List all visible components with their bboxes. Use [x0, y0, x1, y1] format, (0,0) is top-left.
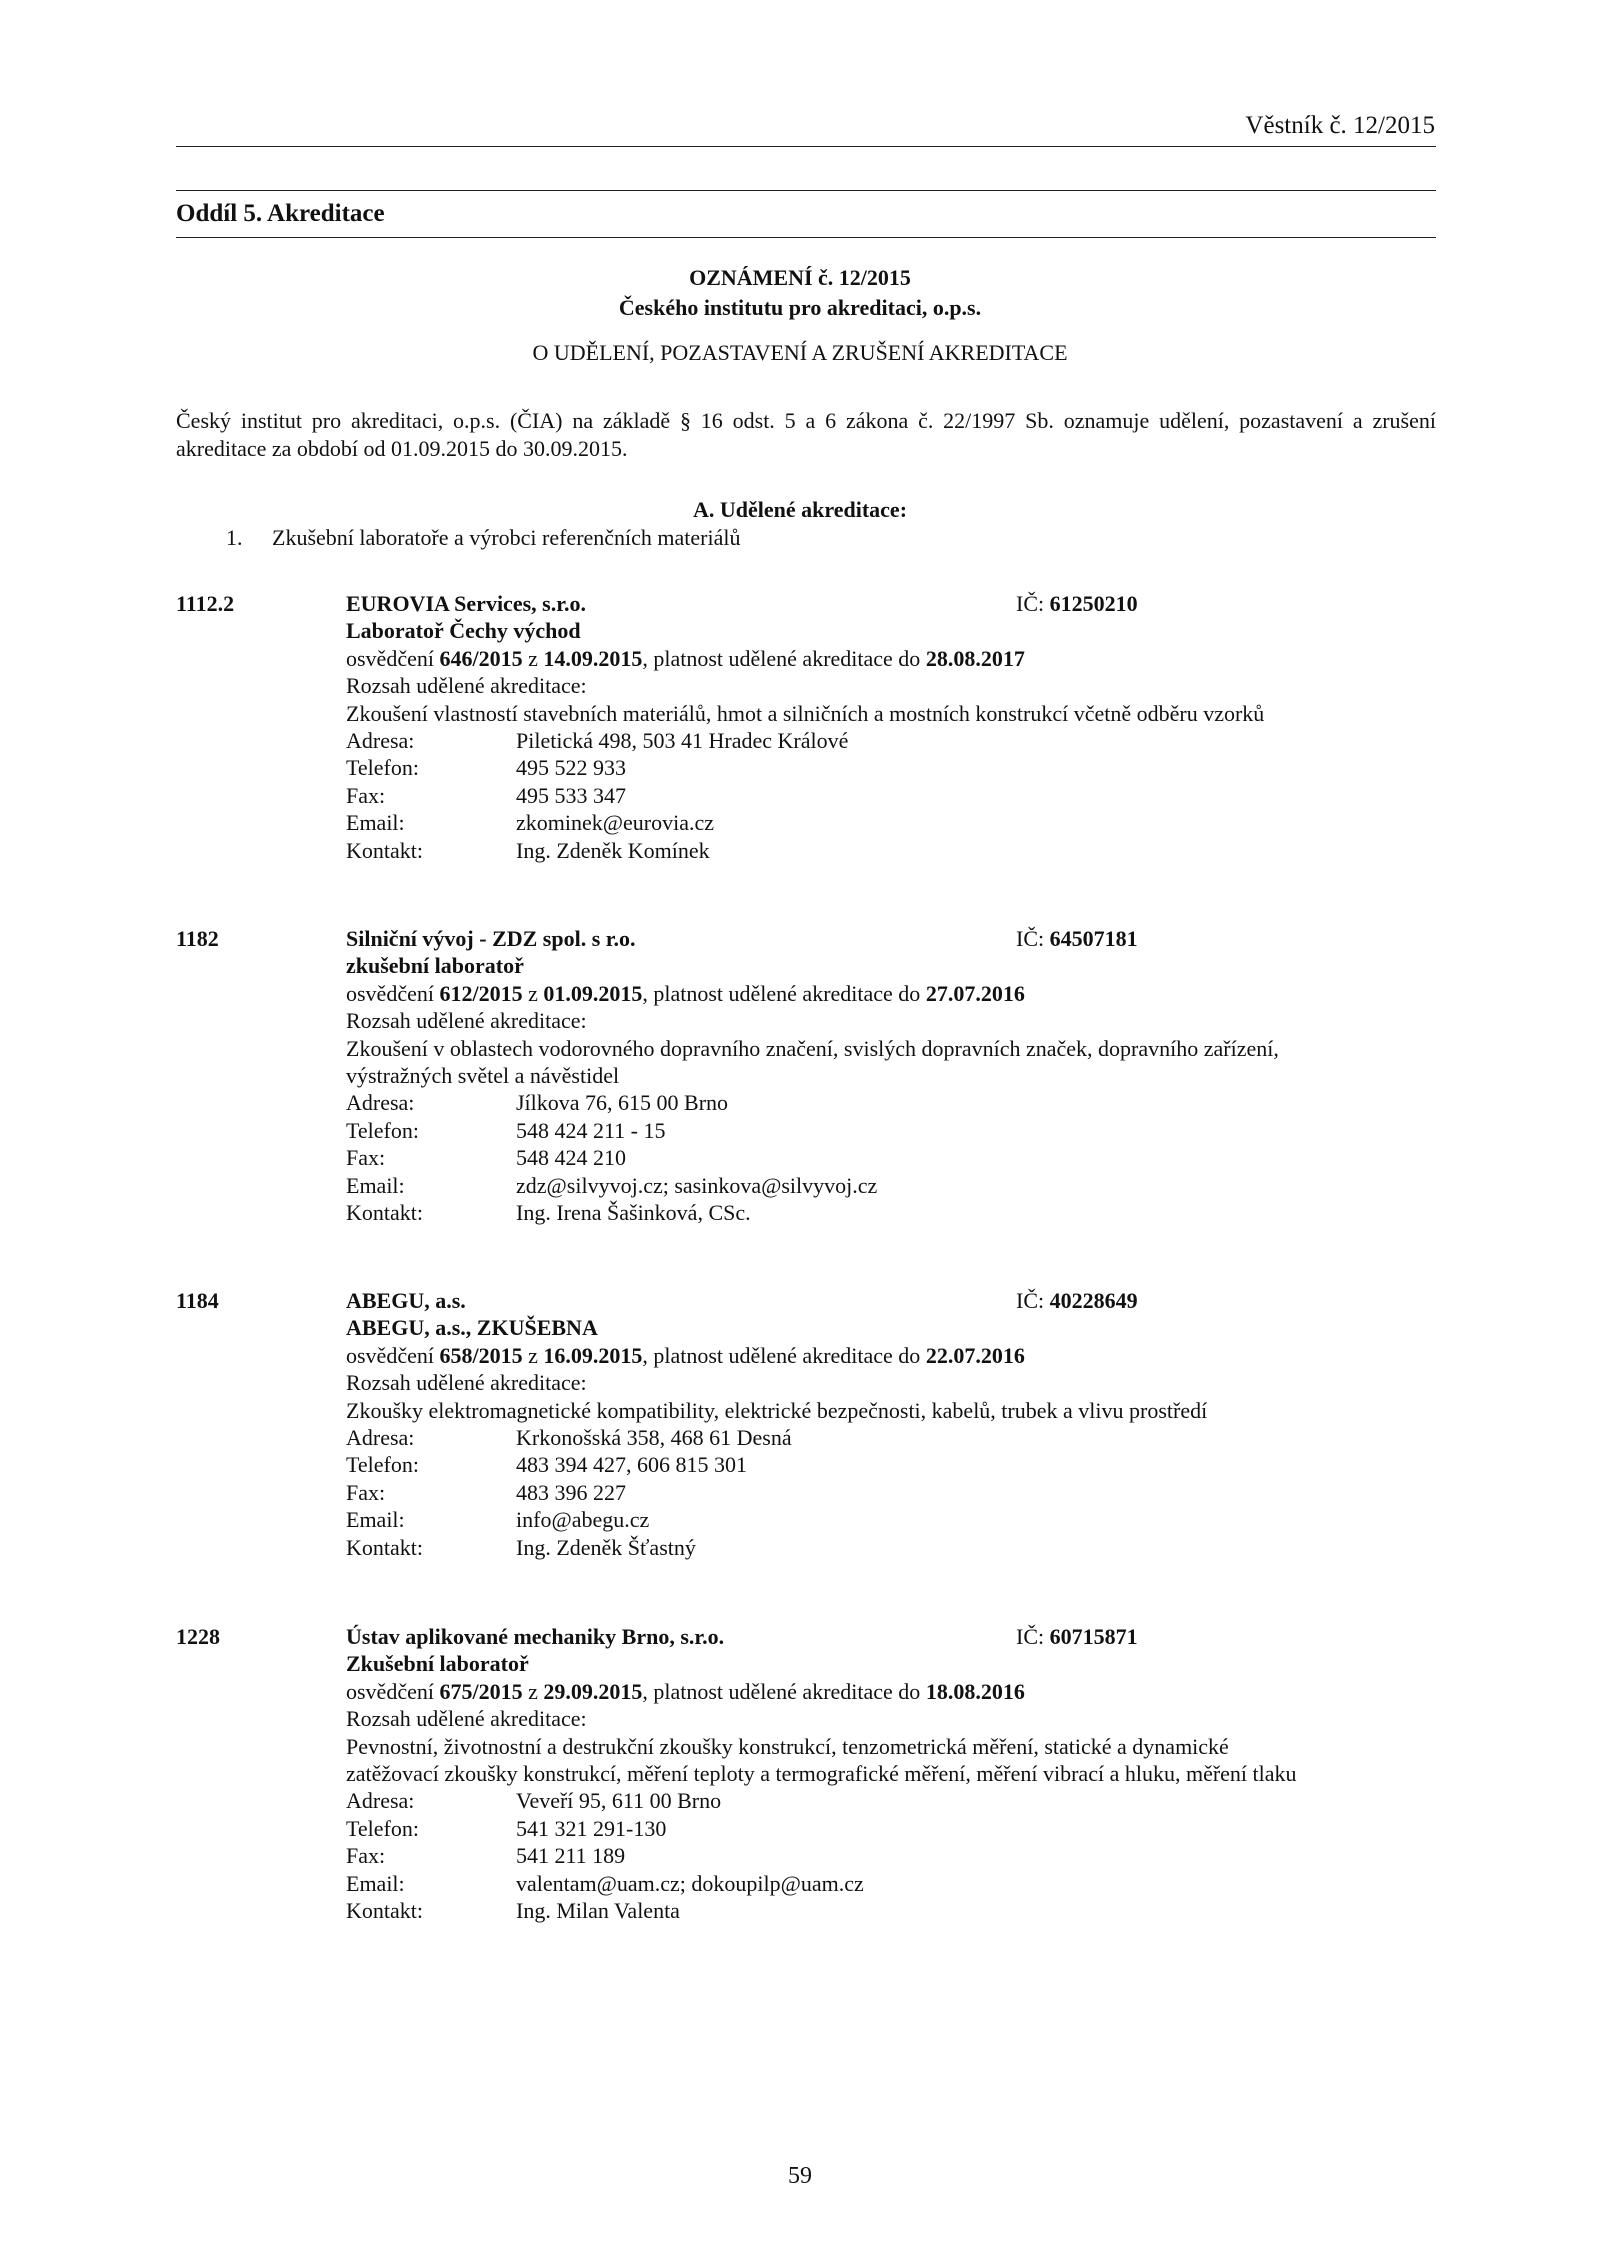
email-value: valentam@uam.cz; dokoupilp@uam.cz — [516, 1870, 864, 1896]
ic-label: IČ: — [1016, 591, 1045, 616]
email-label: Email: — [346, 1870, 405, 1896]
ic-label: IČ: — [1016, 926, 1045, 951]
announcement-title: OZNÁMENÍ č. 12/2015 — [689, 265, 911, 290]
announcement-issuer: Českého institutu pro akreditaci, o.p.s. — [618, 295, 982, 320]
scope-label: Rozsah udělené akreditace: — [346, 673, 587, 699]
contact-label: Kontakt: — [346, 1200, 423, 1226]
company-name: Ústav aplikované mechaniky Brno, s.r.o. — [346, 1624, 725, 1649]
address-value: Piletická 498, 503 41 Hradec Králové — [516, 728, 849, 754]
fax-label: Fax: — [346, 1843, 386, 1869]
email-row — [346, 1172, 1436, 1199]
fax-row — [346, 782, 1436, 809]
address-row — [346, 727, 1436, 754]
fax-label: Fax: — [346, 1479, 386, 1505]
fax-value: 548 424 210 — [516, 1145, 626, 1171]
cert-number: 612/2015 — [439, 980, 523, 1006]
cert-date: 16.09.2015 — [543, 1342, 643, 1368]
email-label: Email: — [346, 810, 405, 836]
cert-validity-label: , platnost udělené akreditace do — [642, 1342, 921, 1368]
fax-value: 541 211 189 — [516, 1843, 626, 1869]
email-value: info@abegu.cz — [516, 1507, 650, 1533]
email-value: zdz@silvyvoj.cz; sasinkova@silvyvoj.cz — [516, 1172, 878, 1198]
contact-row — [346, 837, 1436, 864]
subsection-item — [226, 525, 741, 551]
unit-name: Zkušební laboratoř — [346, 1651, 529, 1677]
unit-name: zkušební laboratoř — [346, 953, 524, 979]
valid-until: 18.08.2016 — [925, 1678, 1025, 1704]
fax-value: 483 396 227 — [516, 1479, 626, 1505]
contact-label: Kontakt: — [346, 1534, 423, 1560]
cert-date: 01.09.2015 — [543, 980, 643, 1006]
contact-row — [346, 1199, 1436, 1226]
address-row — [346, 1424, 1436, 1451]
subsection-heading: A. Udělené akreditace: — [692, 497, 908, 522]
phone-row — [346, 1117, 1436, 1144]
scope-label: Rozsah udělené akreditace: — [346, 1370, 587, 1396]
address-label: Adresa: — [346, 728, 415, 754]
valid-until: 28.08.2017 — [925, 645, 1025, 671]
entry-body — [346, 925, 1436, 1226]
phone-label: Telefon: — [346, 1815, 419, 1841]
company-name: Silniční vývoj - ZDZ spol. s r.o. — [346, 926, 636, 951]
cert-prefix: osvědčení — [346, 1678, 434, 1704]
scope-text: Zkoušky elektromagnetické kompatibility, elektrické bezpečnosti, kabelů, trubek a vlivu prostředí — [346, 1397, 1208, 1423]
fax-value: 495 533 347 — [516, 782, 626, 808]
contact-value: Ing. Irena Šašinková, CSc. — [516, 1200, 751, 1226]
scope-label: Rozsah udělené akreditace: — [346, 1706, 587, 1732]
cert-number: 675/2015 — [439, 1678, 523, 1704]
address-value: Veveří 95, 611 00 Brno — [516, 1788, 722, 1814]
header-rule — [176, 146, 1436, 147]
phone-label: Telefon: — [346, 1452, 419, 1478]
accreditation-number: 1112.2 — [176, 591, 235, 616]
phone-label: Telefon: — [346, 1117, 419, 1143]
cert-number: 646/2015 — [439, 645, 523, 671]
accreditation-number: 1184 — [176, 1288, 219, 1313]
scope-text: zatěžovací zkoušky konstrukcí, měření teploty a termografické měření, měření vibrací a hluku, měření tlaku — [346, 1761, 1297, 1787]
email-row — [346, 1870, 1436, 1897]
valid-until: 27.07.2016 — [925, 980, 1025, 1006]
accreditation-number: 1228 — [176, 1624, 220, 1649]
address-row — [346, 1089, 1436, 1116]
phone-value: 495 522 933 — [516, 755, 626, 781]
fax-label: Fax: — [346, 1145, 386, 1171]
cert-date: 29.09.2015 — [543, 1678, 643, 1704]
cert-prefix: osvědčení — [346, 980, 434, 1006]
entry-body — [346, 1287, 1436, 1561]
unit-name: Laboratoř Čechy východ — [346, 618, 581, 644]
cert-validity-label: , platnost udělené akreditace do — [642, 645, 921, 671]
section-rule-bottom — [176, 237, 1436, 238]
scope-text: Zkoušení vlastností stavebních materiálů, hmot a silničních a mostních konstrukcí včetně odběru vzorků — [346, 700, 1265, 726]
email-label: Email: — [346, 1507, 405, 1533]
phone-value: 548 424 211 - 15 — [516, 1117, 666, 1143]
valid-until: 22.07.2016 — [925, 1342, 1025, 1368]
certificate-line — [346, 1342, 1436, 1369]
email-row — [346, 809, 1436, 836]
address-label: Adresa: — [346, 1090, 415, 1116]
ic-label: IČ: — [1016, 1624, 1045, 1649]
phone-value: 483 394 427, 606 815 301 — [516, 1452, 747, 1478]
certificate-line — [346, 645, 1436, 672]
email-value: zkominek@eurovia.cz — [516, 810, 715, 836]
cert-prefix: osvědčení — [346, 1342, 434, 1368]
accreditation-number: 1182 — [176, 926, 219, 951]
cert-number: 658/2015 — [439, 1342, 523, 1368]
unit-name: ABEGU, a.s., ZKUŠEBNA — [346, 1315, 598, 1341]
scope-text: Zkoušení v oblastech vodorovného dopravního značení, svislých dopravních značek, dopravního zařízení, — [346, 1035, 1279, 1061]
cert-z: z — [528, 980, 538, 1006]
announcement-subject: O UDĚLENÍ, POZASTAVENÍ A ZRUŠENÍ AKREDITACE — [532, 340, 1068, 365]
phone-row — [346, 754, 1436, 781]
ic-label: IČ: — [1016, 1288, 1045, 1313]
address-label: Adresa: — [346, 1788, 415, 1814]
subsection-item-number: 1. — [226, 525, 243, 550]
company-name: EUROVIA Services, s.r.o. — [346, 591, 586, 616]
fax-row — [346, 1842, 1436, 1869]
certificate-line — [346, 980, 1436, 1007]
contact-value: Ing. Zdeněk Šťastný — [516, 1534, 696, 1560]
certificate-line — [346, 1678, 1436, 1705]
fax-row — [346, 1479, 1436, 1506]
address-row — [346, 1787, 1436, 1814]
address-value: Krkonošská 358, 468 61 Desná — [516, 1425, 792, 1451]
address-label: Adresa: — [346, 1425, 415, 1451]
fax-row — [346, 1144, 1436, 1171]
cert-prefix: osvědčení — [346, 645, 434, 671]
journal-issue: Věstník č. 12/2015 — [1245, 112, 1435, 139]
ic-value: 64507181 — [1049, 926, 1138, 951]
email-label: Email: — [346, 1172, 405, 1198]
cert-validity-label: , platnost udělené akreditace do — [642, 980, 921, 1006]
cert-z: z — [528, 1342, 538, 1368]
email-row — [346, 1506, 1436, 1533]
ic-value: 60715871 — [1049, 1624, 1138, 1649]
contact-label: Kontakt: — [346, 1898, 423, 1924]
cert-z: z — [528, 645, 538, 671]
contact-value: Ing. Zdeněk Komínek — [516, 837, 710, 863]
cert-validity-label: , platnost udělené akreditace do — [642, 1678, 921, 1704]
entry-body — [346, 590, 1436, 864]
section-rule-top — [176, 190, 1436, 191]
subsection-item-label: Zkušební laboratoře a výrobci referenčních materiálů — [272, 525, 741, 550]
scope-label: Rozsah udělené akreditace: — [346, 1008, 587, 1034]
contact-row — [346, 1897, 1436, 1924]
scope-text: Pevnostní, životnostní a destrukční zkoušky konstrukcí, tenzometrická měření, statické a dynamické — [346, 1733, 1229, 1759]
company-name: ABEGU, a.s. — [346, 1288, 466, 1313]
section-title: Oddíl 5. Akreditace — [176, 200, 385, 227]
address-value: Jílkova 76, 615 00 Brno — [516, 1090, 729, 1116]
phone-label: Telefon: — [346, 755, 419, 781]
ic-value: 40228649 — [1049, 1288, 1138, 1313]
intro-paragraph: Český institut pro akreditaci, o.p.s. (ČIA) na základě § 16 odst. 5 a 6 zákona č. 22/1997 Sb. oznamuje udělení, pozastavení a zrušení akreditace za období od 01.09.2015 do 30.09.2015. — [176, 408, 1436, 461]
scope-text: výstražných světel a návěstidel — [346, 1063, 620, 1089]
page-number: 59 — [788, 2163, 812, 2189]
contact-row — [346, 1534, 1436, 1561]
phone-row — [346, 1451, 1436, 1478]
fax-label: Fax: — [346, 782, 386, 808]
ic-value: 61250210 — [1049, 591, 1138, 616]
contact-value: Ing. Milan Valenta — [516, 1898, 680, 1924]
phone-value: 541 321 291-130 — [516, 1815, 667, 1841]
cert-date: 14.09.2015 — [543, 645, 643, 671]
entry-body — [346, 1623, 1436, 1924]
contact-label: Kontakt: — [346, 837, 423, 863]
cert-z: z — [528, 1678, 538, 1704]
phone-row — [346, 1815, 1436, 1842]
